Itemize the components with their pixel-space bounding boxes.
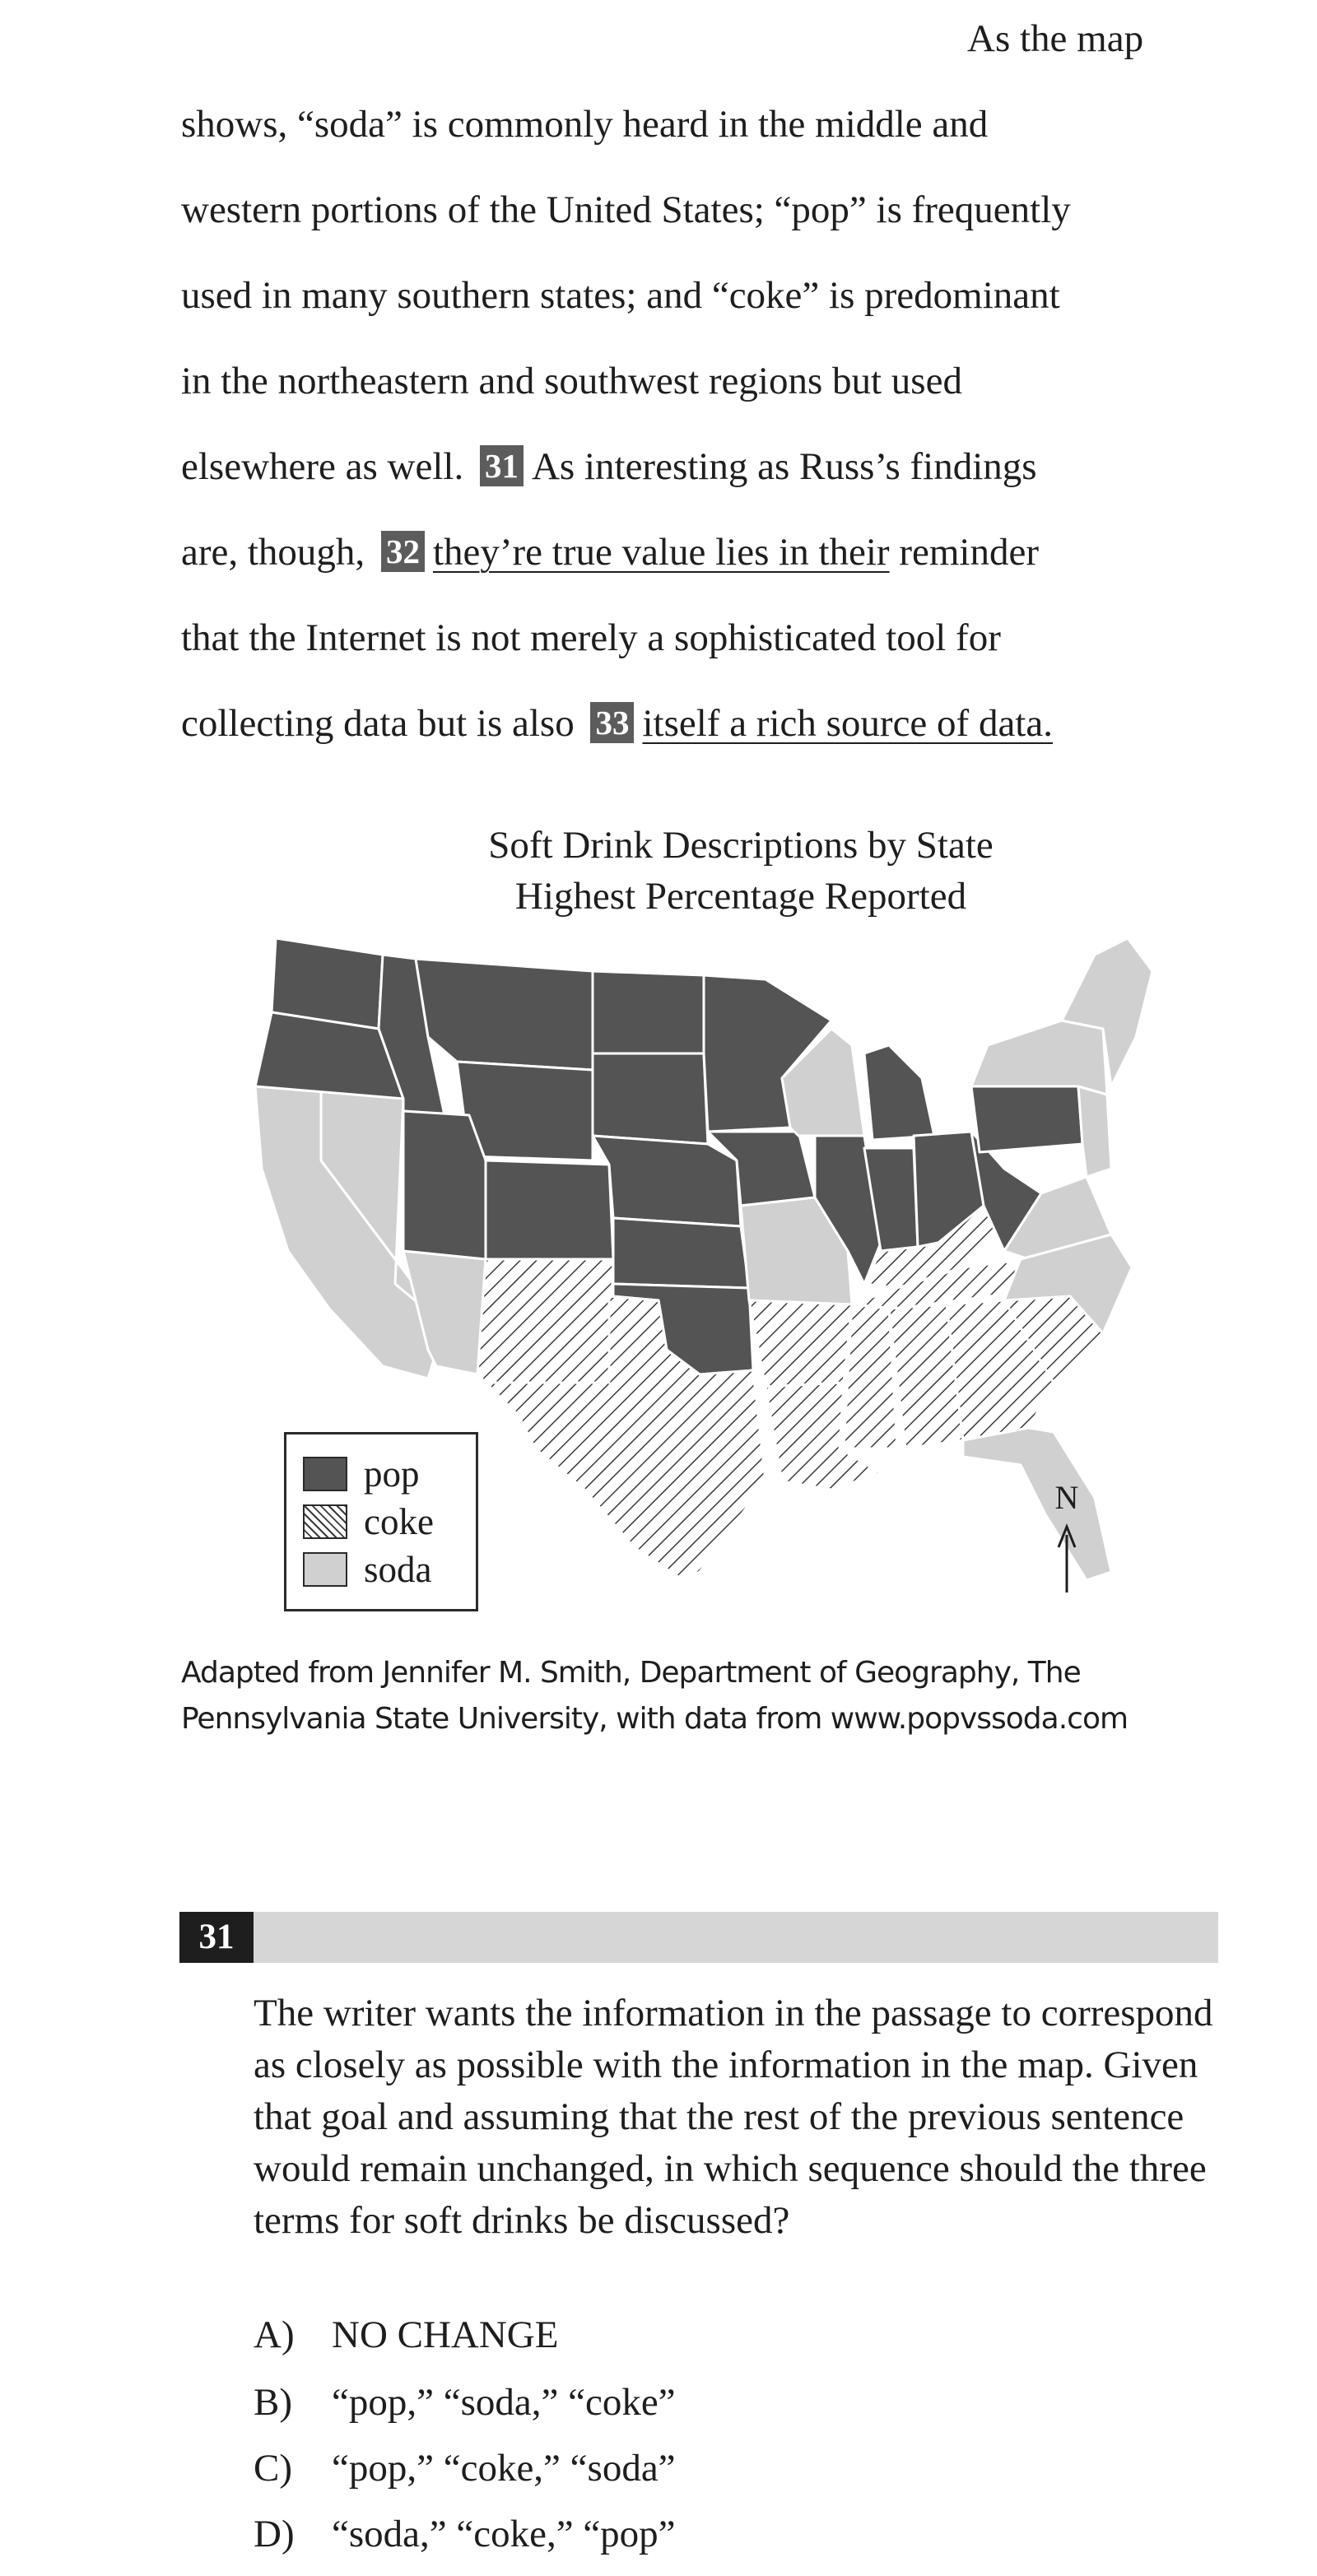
state-utah: [403, 1111, 486, 1259]
underlined-text-32: they’re true value lies in their: [432, 531, 890, 574]
state-north-dakota: [593, 971, 704, 1053]
state-new-york: [971, 1021, 1107, 1095]
state-colorado: [486, 1160, 613, 1259]
answer-choice-d[interactable]: [254, 2512, 676, 2556]
choice-letter-b: B): [254, 2381, 292, 2424]
state-nebraska: [593, 1136, 741, 1226]
choice-text-a: NO CHANGE: [332, 2313, 559, 2356]
map-credit: [181, 1650, 1128, 1742]
state-maryland-delaware-nj: [1078, 1086, 1111, 1177]
question-marker-33[interactable]: 33: [590, 702, 634, 743]
state-kansas: [613, 1218, 749, 1288]
passage-line-9: [181, 701, 1053, 746]
underlined-text-33: itself a rich source of data.: [642, 702, 1053, 745]
question-number: 31: [179, 1912, 254, 1963]
credit-line-1: Adapted from Jennifer M. Smith, Department of Geography, The: [181, 1656, 1081, 1690]
choice-letter-d: D): [254, 2513, 295, 2555]
state-florida: [963, 1428, 1111, 1580]
passage-line-4: used in many southern states; and “coke” is predominant: [181, 274, 1060, 317]
map-legend: [284, 1432, 478, 1611]
state-south-dakota: [593, 1053, 708, 1144]
passage-line-7: [181, 530, 1039, 574]
passage-line-7-end: reminder: [899, 531, 1039, 574]
legend-label-coke: coke: [364, 1501, 434, 1542]
credit-line-2: Pennsylvania State University, with data from www.popvssoda.com: [181, 1702, 1129, 1736]
map-title: Soft Drink Descriptions by State: [488, 824, 994, 867]
question-marker-31[interactable]: 31: [480, 445, 524, 486]
passage-line-7-start: are, though,: [181, 531, 365, 574]
passage-line-6-start: elsewhere as well.: [181, 445, 464, 488]
legend-label-pop: pop: [364, 1453, 420, 1495]
answer-choice-b[interactable]: [254, 2380, 676, 2425]
legend-swatch-coke: [303, 1504, 347, 1539]
legend-swatch-soda: [303, 1552, 347, 1587]
passage-line-8: that the Internet is not merely a sophisticated tool for: [181, 616, 1001, 659]
state-montana: [416, 959, 593, 1070]
state-michigan: [864, 1045, 934, 1140]
question-header-bar: [179, 1912, 1218, 1963]
passage-line-2: shows, “soda” is commonly heard in the middle and: [181, 103, 989, 146]
passage-line-5: in the northeastern and southwest regions but used: [181, 360, 962, 402]
question-marker-32[interactable]: 32: [381, 531, 425, 572]
choice-text-c: “pop,” “coke,” “soda”: [332, 2447, 676, 2490]
north-label: N: [1054, 1479, 1079, 1516]
question-stem: The writer wants the information in the passage to correspond as closely as possible with the information in the map. Given that goal and assuming that the rest of the previous sentence would remain unchanged, in which sequence should the three terms for soft drinks be discussed?: [254, 1992, 1213, 2242]
passage-line-9-start: collecting data but is also: [181, 702, 575, 745]
state-new-mexico: [477, 1259, 613, 1383]
passage-line-6: [181, 444, 1037, 489]
legend-label-soda: soda: [364, 1549, 432, 1590]
passage-line-1: As the map: [967, 17, 1144, 60]
passage-line-6-rest: As interesting as Russ’s findings: [531, 445, 1037, 488]
state-pennsylvania: [971, 1086, 1082, 1152]
choice-text-b: “pop,” “soda,” “coke”: [332, 2381, 676, 2424]
choice-letter-a: A): [254, 2313, 295, 2356]
answer-choice-a[interactable]: [254, 2313, 558, 2357]
state-arkansas: [749, 1300, 852, 1387]
state-mississippi: [844, 1304, 897, 1448]
passage-line-3: western portions of the United States; “pop” is frequently: [181, 188, 1071, 231]
legend-swatch-pop: [303, 1457, 347, 1491]
choice-letter-c: C): [254, 2447, 292, 2490]
map-subtitle: Highest Percentage Reported: [514, 875, 967, 918]
choice-text-d: “soda,” “coke,” “pop”: [332, 2513, 676, 2555]
answer-choice-c[interactable]: [254, 2446, 676, 2490]
